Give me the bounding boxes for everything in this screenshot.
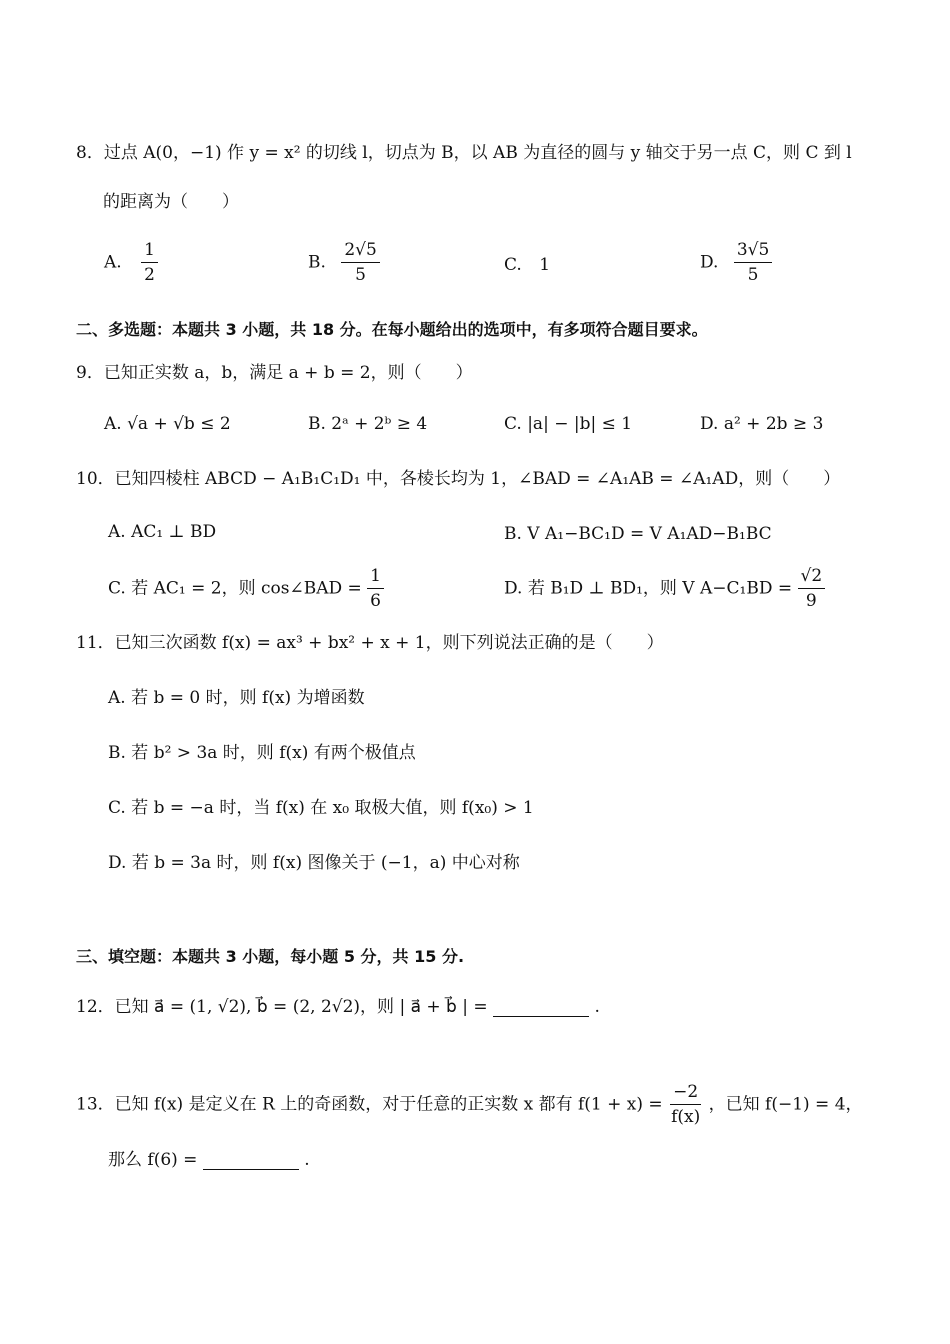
q8-option-a (104, 240, 158, 286)
q9-option-a: A. √a + √b ≤ 2 (104, 414, 231, 434)
q12-line (76, 997, 600, 1017)
fraction (141, 240, 158, 286)
q11-option-a: A. 若 b = 0 时，则 f(x) 为增函数 (108, 688, 365, 708)
fraction (798, 566, 826, 612)
q10-stem: 10．已知四棱柱 ABCD − A₁B₁C₁D₁ 中，各棱长均为 1，∠BAD = ∠A₁AB = ∠A₁AD，则（ ） (76, 469, 841, 489)
numerator: 2√5 (341, 240, 379, 263)
q10-option-b: B. V A₁−BC₁D = V A₁AD−B₁BC (504, 524, 772, 544)
q8-option-d (700, 240, 772, 286)
q10-option-c (108, 566, 384, 612)
denominator: 2 (144, 265, 155, 286)
option-text: D. 若 B₁D ⊥ BD₁，则 V A−C₁BD = (504, 578, 793, 599)
q13-line1 (76, 1082, 863, 1128)
option-label: A. (104, 252, 122, 273)
numerator: 1 (141, 240, 158, 263)
numerator: 1 (367, 566, 384, 589)
q8-option-b (308, 240, 380, 286)
answer-blank[interactable] (493, 1002, 589, 1017)
denominator: 5 (355, 265, 366, 286)
fraction (734, 240, 772, 286)
numerator: −2 (670, 1082, 701, 1105)
q8-stem-line2: 的距离为（ ） (103, 192, 239, 212)
q8-option-c (504, 255, 550, 275)
fraction (341, 240, 379, 286)
numerator: √2 (798, 566, 826, 589)
option-label: D. (700, 252, 719, 273)
q13-stem-pre: 13．已知 f(x) 是定义在 R 上的奇函数，对于任意的正实数 x 都有 f(1 + x) = (76, 1094, 663, 1115)
option-label: C. (504, 255, 522, 275)
q11-option-b: B. 若 b² > 3a 时，则 f(x) 有两个极值点 (108, 743, 416, 763)
denominator: 9 (805, 591, 817, 612)
q9-option-d: D. a² + 2b ≥ 3 (700, 414, 824, 434)
q9-option-c: C. |a| − |b| ≤ 1 (504, 414, 633, 434)
answer-blank[interactable] (203, 1155, 299, 1170)
numerator: 3√5 (734, 240, 772, 263)
q13-stem-post: ，已知 f(−1) = 4， (708, 1094, 863, 1115)
q9-stem: 9．已知正实数 a，b，满足 a + b = 2，则（ ） (76, 363, 473, 383)
q11-stem: 11．已知三次函数 f(x) = ax³ + bx² + x + 1，则下列说法正确的是（ ） (76, 633, 664, 653)
q10-option-a: A. AC₁ ⊥ BD (108, 522, 217, 542)
denominator: f(x) (671, 1107, 701, 1128)
option-text: C. 若 AC₁ = 2，则 cos∠BAD = (108, 578, 362, 599)
q11-option-c: C. 若 b = −a 时，当 f(x) 在 x₀ 取极大值，则 f(x₀) > 1 (108, 798, 534, 818)
q9-option-b: B. 2ᵃ + 2ᵇ ≥ 4 (308, 414, 428, 434)
q11-option-d: D. 若 b = 3a 时，则 f(x) 图像关于 (−1，a) 中心对称 (108, 853, 520, 873)
denominator: 6 (370, 591, 381, 612)
q8-stem-line1: 8．过点 A(0，−1) 作 y = x² 的切线 l，切点为 B，以 AB 为直径的圆与 y 轴交于另一点 C，则 C 到 l (76, 143, 852, 163)
q13-end: . (304, 1150, 310, 1170)
fraction (367, 566, 384, 612)
q12-stem: 12．已知 a⃗ = (1, √2), b⃗ = (2, 2√2)，则 | a⃗ + b⃗ | = (76, 997, 488, 1017)
section2-title: 二、多选题：本题共 3 小题，共 18 分。在每小题给出的选项中，有多项符合题目要求。 (76, 320, 708, 339)
fraction (668, 1082, 703, 1128)
q13-line2-text: 那么 f(6) = (108, 1150, 198, 1170)
denominator: 5 (747, 265, 759, 286)
q13-line2 (108, 1150, 310, 1170)
q12-end: . (594, 997, 600, 1017)
q10-option-d (504, 566, 825, 612)
option-label: B. (308, 252, 326, 273)
section3-title: 三、填空题：本题共 3 小题，每小题 5 分，共 15 分. (76, 947, 465, 966)
option-value: 1 (539, 255, 551, 275)
